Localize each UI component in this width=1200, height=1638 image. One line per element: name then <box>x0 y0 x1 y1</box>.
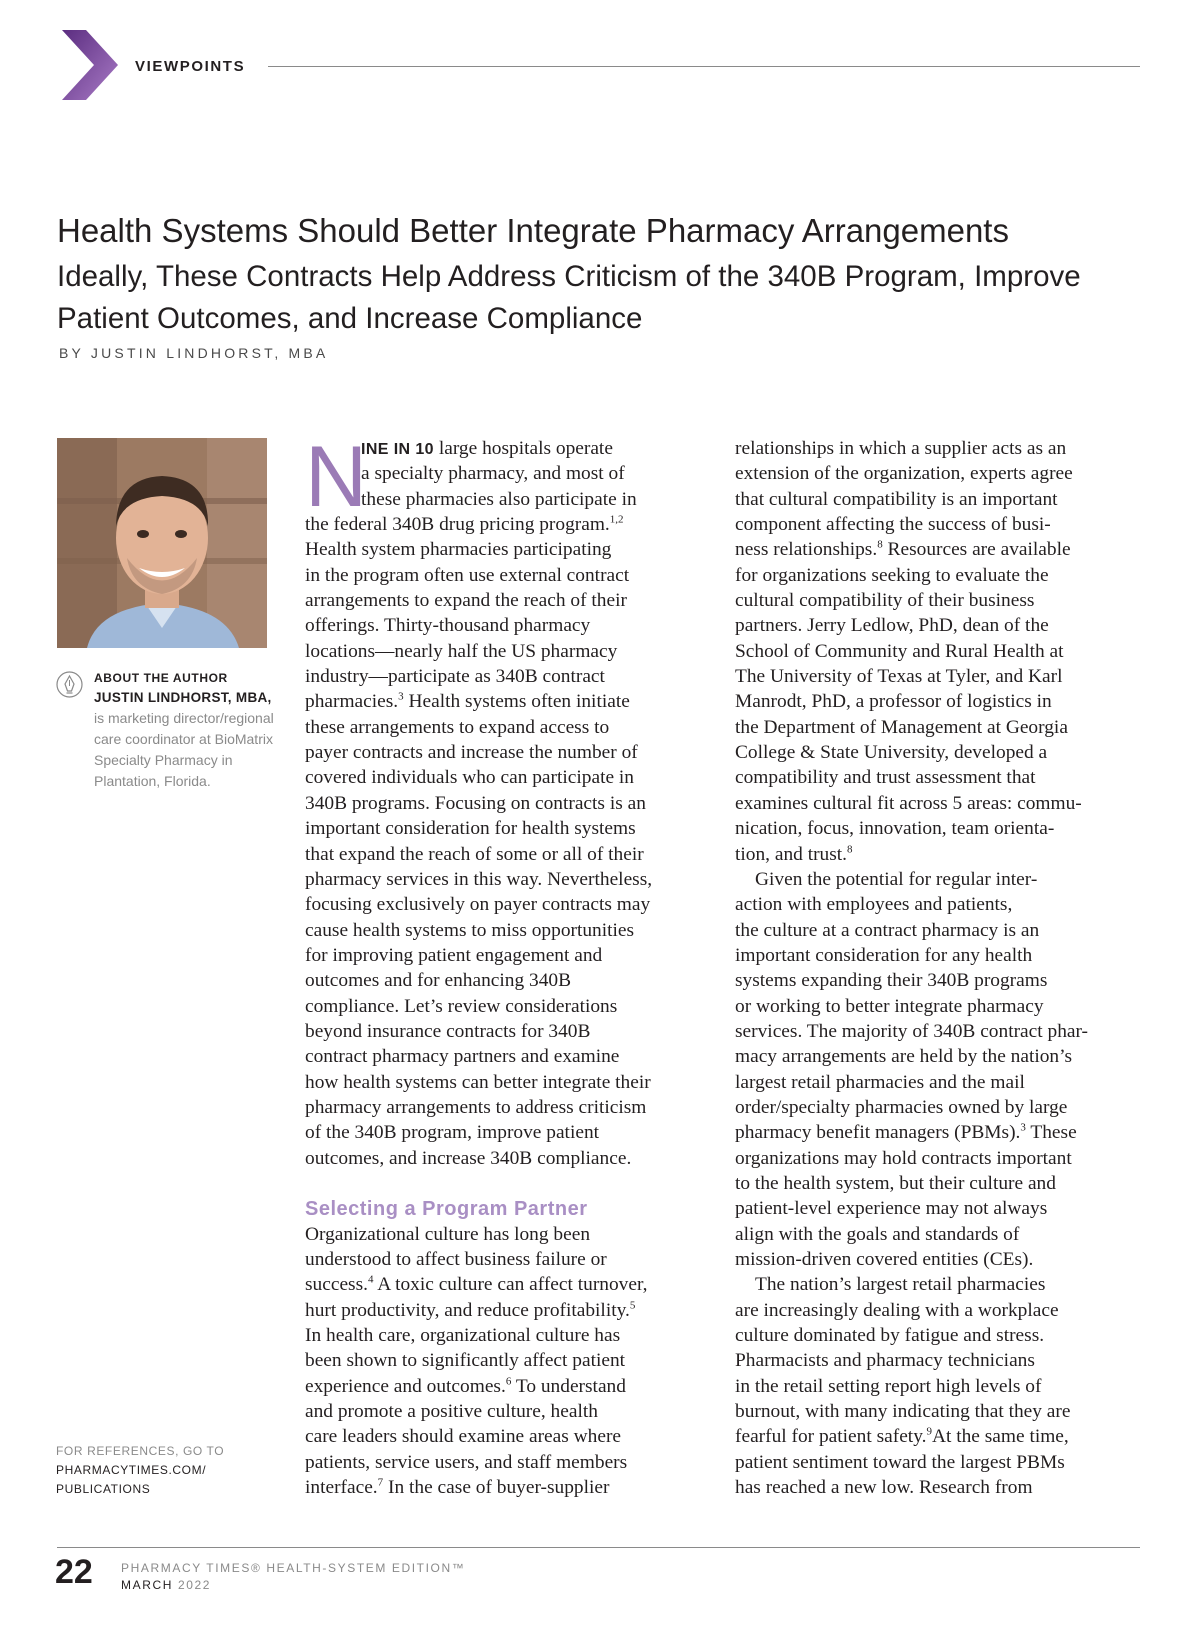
body-column-1 <box>305 429 715 1500</box>
body-line: contract pharmacy partners and examine <box>305 1046 620 1068</box>
body-line: are increasingly dealing with a workplace <box>735 1299 1059 1321</box>
body-line: Manrodt, PhD, a professor of logistics in <box>735 691 1052 713</box>
body-line: understood to affect business failure or <box>305 1249 607 1270</box>
body-line: payer contracts and increase the number of <box>305 742 638 764</box>
body-line: of the 340B program, improve patient <box>305 1122 600 1144</box>
body-line: outcomes and for enhancing 340B <box>305 970 572 992</box>
author-bio: is marketing director/regional care coordinator at BioMatrix Specialty Pharmacy in Plantation, Florida. <box>94 710 274 789</box>
body-line: order/specialty pharmacies owned by large <box>735 1096 1068 1118</box>
author-name: JUSTIN LINDHORST, MBA, <box>94 690 272 705</box>
body-line: services. The majority of 340B contract phar- <box>735 1020 1089 1042</box>
body-line: patient-level experience may not always <box>735 1198 1048 1220</box>
references-link[interactable]: PHARMACYTIMES.COM/ PUBLICATIONS <box>56 1463 207 1496</box>
body-line: compliance. Let’s review considerations <box>305 995 618 1017</box>
body-line: patients, service users, and staff members <box>305 1451 628 1473</box>
body-line: focusing exclusively on payer contracts may <box>305 894 651 916</box>
author-bio-block <box>94 687 274 792</box>
body-line: in the retail setting report high levels of <box>735 1375 1042 1397</box>
body-line: Pharmacists and pharmacy technicians <box>735 1350 1035 1372</box>
drop-cap: N <box>305 429 368 525</box>
body-line: culture dominated by fatigue and stress. <box>735 1325 1045 1347</box>
body-line: for organizations seeking to evaluate the <box>735 564 1049 586</box>
body-line: pharmacy services in this way. Nevertheless, <box>305 868 653 890</box>
references-note <box>56 1442 224 1499</box>
body-line: patient sentiment toward the largest PBMs <box>735 1451 1065 1473</box>
body-line: extension of the organization, experts agree <box>735 463 1073 485</box>
body-line: fearful for patient safety.$^9$At the same time, <box>735 1425 1069 1448</box>
body-line: the culture at a contract pharmacy is an <box>735 919 1040 941</box>
body-line: and promote a positive culture, health <box>305 1401 598 1423</box>
body-line: pharmacy benefit managers (PBMs).$^3$ These <box>735 1121 1077 1144</box>
body-line: experience and outcomes.$^6$ To understand <box>305 1375 626 1397</box>
body-line: In health care, organizational culture has <box>305 1325 621 1347</box>
body-line: these pharmacies also participate in <box>361 488 637 510</box>
about-the-author <box>94 669 274 792</box>
body-line: cultural compatibility of their business <box>735 590 1035 612</box>
body-line: important consideration for any health <box>735 944 1033 966</box>
body-line: 340B programs. Focusing on contracts is an <box>305 792 646 814</box>
body-line: organizations may hold contracts important <box>735 1147 1072 1169</box>
body-line: beyond insurance contracts for 340B <box>305 1020 591 1042</box>
body-line: cause health systems to miss opportunities <box>305 919 635 941</box>
body-line: has reached a new low. Research from <box>735 1477 1033 1499</box>
article-subtitle: Ideally, These Contracts Help Address Criticism of the 340B Program, Improve Patient Outcomes, and Increase Compliance <box>57 260 1081 335</box>
body-line: Health system pharmacies participating <box>305 539 612 561</box>
body-line: covered individuals who can participate in <box>305 767 634 789</box>
article-title: Health Systems Should Better Integrate Pharmacy Arrangements <box>57 212 1009 249</box>
body-line: Given the potential for regular inter- <box>755 868 1038 890</box>
publication-name: PHARMACY TIMES® HEALTH-SYSTEM EDITION™ <box>121 1561 466 1575</box>
body-line: partners. Jerry Ledlow, PhD, dean of the <box>735 615 1049 637</box>
body-line: interface.$^7$ In the case of buyer-supplier <box>305 1476 610 1499</box>
body-line: pharmacies.$^3$ Health systems often initiate <box>305 690 630 713</box>
issue-month: MARCH <box>121 1578 173 1592</box>
body-line: a specialty pharmacy, and most of <box>361 463 625 485</box>
body-line: INE IN 10 large hospitals operate <box>361 438 613 459</box>
body-line: that expand the reach of some or all of their <box>305 843 644 865</box>
body-line: mission-driven covered entities (CEs). <box>735 1249 1034 1270</box>
body-line: examines cultural fit across 5 areas: commu- <box>735 792 1082 814</box>
viewpoints-chevron-logo <box>62 30 118 100</box>
body-line: offerings. Thirty-thousand pharmacy <box>305 615 591 637</box>
body-line: align with the goals and standards of <box>735 1223 1020 1245</box>
body-line: ness relationships.$^8$ Resources are available <box>735 538 1071 561</box>
body-line: industry—participate as 340B contract <box>305 666 605 688</box>
lead-in: INE IN 10 <box>361 441 434 458</box>
body-line: largest retail pharmacies and the mail <box>735 1071 1025 1093</box>
issue-year: 2022 <box>177 1578 212 1592</box>
body-line: nication, focus, innovation, team orienta- <box>735 818 1055 840</box>
section-label: VIEWPOINTS <box>135 58 246 75</box>
body-line: macy arrangements are held by the nation’s <box>735 1046 1073 1068</box>
body-line: The nation’s largest retail pharmacies <box>755 1274 1046 1296</box>
byline: BY JUSTIN LINDHORST, MBA <box>59 345 329 361</box>
body-line: action with employees and patients, <box>735 894 1013 916</box>
body-line: important consideration for health systems <box>305 818 636 840</box>
body-line: locations—nearly half the US pharmacy <box>305 640 618 662</box>
page-number: 22 <box>55 1553 93 1591</box>
body-line: The University of Texas at Tyler, and Karl <box>735 666 1063 688</box>
body-line: relationships in which a supplier acts as an <box>735 438 1067 459</box>
header-divider <box>268 66 1140 67</box>
body-line: care leaders should examine areas where <box>305 1426 622 1448</box>
body-line: Organizational culture has long been <box>305 1223 591 1245</box>
section-subhead: Selecting a Program Partner <box>305 1198 588 1221</box>
body-line: College & State University, developed a <box>735 742 1048 764</box>
body-line: tion, and trust.$^8$ <box>735 843 853 865</box>
body-line: burnout, with many indicating that they are <box>735 1401 1071 1423</box>
body-line: in the program often use external contract <box>305 564 630 586</box>
body-line: or working to better integrate pharmacy <box>735 995 1044 1017</box>
body-line: component affecting the success of busi- <box>735 514 1051 536</box>
pen-nib-icon <box>56 671 83 698</box>
footer-divider <box>57 1547 1140 1548</box>
body-line: been shown to significantly affect patient <box>305 1350 626 1372</box>
body-line: systems expanding their 340B programs <box>735 970 1048 992</box>
body-column-2 <box>735 436 1140 1500</box>
body-line: pharmacy arrangements to address criticism <box>305 1096 647 1118</box>
author-photo <box>57 438 267 648</box>
body-line: how health systems can better integrate their <box>305 1071 651 1093</box>
body-line: the federal 340B drug pricing program.$^{1,2}$ <box>305 513 624 536</box>
about-author-heading: ABOUT THE AUTHOR <box>94 671 228 685</box>
body-line: the Department of Management at Georgia <box>735 716 1068 738</box>
body-line: hurt productivity, and reduce profitability.$^5$ <box>305 1299 636 1321</box>
body-line: arrangements to expand the reach of their <box>305 590 627 612</box>
body-line: that cultural compatibility is an important <box>735 488 1058 510</box>
body-line: success.$^4$ A toxic culture can affect turnover, <box>305 1273 648 1296</box>
issue-date <box>121 1577 211 1593</box>
body-line: School of Community and Rural Health at <box>735 640 1064 662</box>
body-line: outcomes, and increase 340B compliance. <box>305 1147 632 1169</box>
body-line: to the health system, but their culture and <box>735 1172 1056 1194</box>
body-line: these arrangements to expand access to <box>305 716 610 738</box>
references-label: FOR REFERENCES, GO TO <box>56 1444 225 1458</box>
body-line: for improving patient engagement and <box>305 944 603 966</box>
body-line: compatibility and trust assessment that <box>735 767 1036 789</box>
